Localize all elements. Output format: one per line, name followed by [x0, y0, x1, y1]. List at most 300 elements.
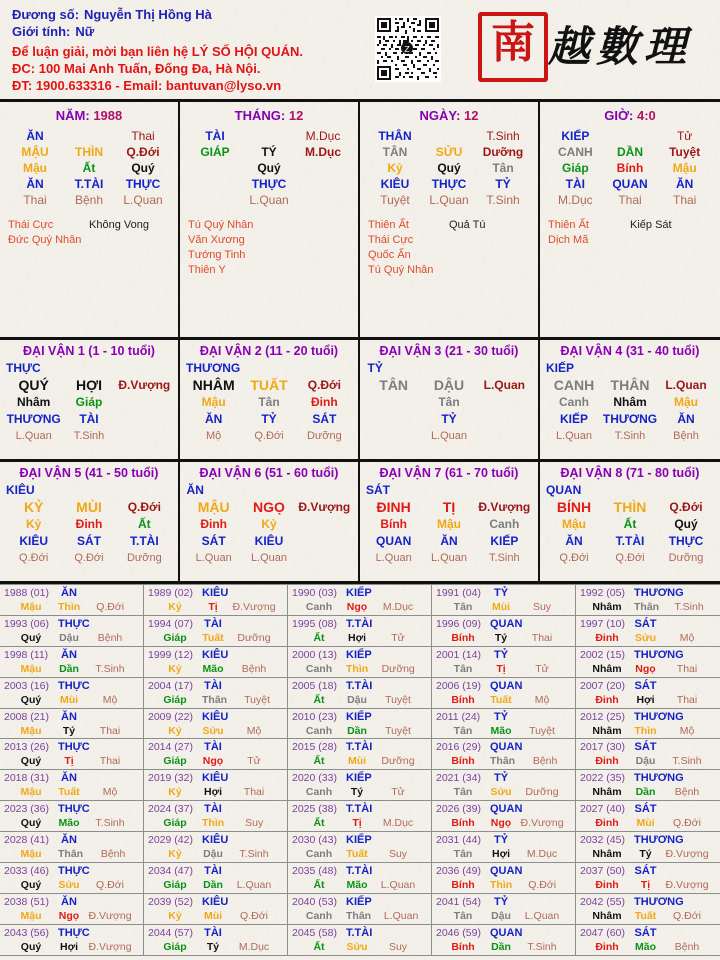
year-branch: Tuất: [202, 631, 224, 644]
dai-van-main-row: [546, 377, 714, 394]
gender-label: Giới tính:: [12, 24, 71, 39]
dai-van-top-god: KIÊU: [6, 483, 35, 497]
year-state: Thai: [676, 693, 698, 706]
year-branch: Thìn: [58, 601, 81, 613]
year-state: T.Sinh: [239, 848, 269, 861]
year-branch: Tị: [352, 817, 362, 830]
year-line-top: [148, 833, 284, 847]
year-cell[interactable]: [576, 801, 720, 832]
year-state: Mộ: [102, 786, 118, 799]
year-cell[interactable]: [432, 678, 576, 709]
hidden-stem: Bính: [380, 517, 407, 531]
year-stem: Bính: [451, 755, 475, 768]
year-state: L.Quan: [383, 909, 419, 922]
subject-name-value: Nguyễn Thị Hồng Hà: [84, 7, 212, 22]
star-item: Dịch Mã: [548, 234, 589, 246]
year-cell[interactable]: [432, 894, 576, 925]
year-cell[interactable]: [144, 709, 288, 740]
pillar-stem: GIÁP: [200, 145, 230, 159]
year-cell[interactable]: [432, 925, 576, 956]
year-cell[interactable]: [576, 863, 720, 894]
year-line-bottom: [4, 940, 140, 954]
year-state: Tử: [391, 631, 405, 644]
year-cell[interactable]: [576, 832, 720, 863]
year-branch: Thìn: [202, 817, 225, 830]
dai-van-hidden-stems: [366, 516, 532, 533]
hidden-stem: Giáp: [561, 161, 589, 175]
year-branch: Tuất: [58, 786, 80, 799]
pillar-stars: [548, 218, 712, 248]
year-stem: Ất: [313, 631, 325, 644]
year-cell[interactable]: [576, 770, 720, 801]
year-god: KIẾP: [346, 834, 372, 847]
year-line-bottom: [580, 909, 717, 923]
year-stem: Đinh: [595, 817, 619, 830]
year-label: 2044 (57): [148, 926, 193, 939]
year-label: 1999 (12): [148, 648, 193, 661]
year-cell[interactable]: [288, 832, 432, 863]
dai-van-hidden-states: [186, 550, 352, 567]
year-stem: Bính: [451, 940, 475, 953]
hidden-state: Dưỡng: [306, 430, 342, 442]
year-label: 2029 (42): [148, 834, 193, 847]
star-item: Thái Cực: [368, 234, 414, 246]
dai-van-main-row: [546, 499, 714, 516]
dai-van-6: [180, 462, 360, 581]
year-stem: Mậu: [20, 662, 42, 675]
year-line-top: [580, 771, 717, 785]
year-state: Mộ: [679, 631, 695, 644]
year-god: QUAN: [490, 741, 523, 754]
year-line-top: [148, 679, 284, 693]
year-god: THƯƠNG: [634, 587, 684, 599]
hidden-state: Thai: [23, 193, 47, 207]
dai-van-stem: TÂN: [379, 377, 409, 393]
star-item: Quả Tú: [449, 219, 486, 231]
dai-van-state: L.Quan: [483, 378, 525, 392]
year-cell[interactable]: [432, 739, 576, 770]
year-stem: Quý: [20, 940, 42, 953]
year-line-top: [148, 617, 284, 631]
year-line-bottom: [580, 940, 717, 954]
year-line-top: [436, 771, 572, 785]
year-line-bottom: [4, 754, 140, 768]
year-cell[interactable]: [576, 616, 720, 647]
hidden-state: T.Sinh: [486, 193, 520, 207]
year-god: KIẾP: [346, 710, 372, 723]
year-line-bottom: [292, 847, 428, 861]
year-state: Tử: [391, 786, 405, 799]
year-stem: Ất: [313, 940, 325, 953]
year-cell[interactable]: [288, 678, 432, 709]
brand-seal-icon: 南: [478, 12, 548, 82]
year-cell[interactable]: [288, 894, 432, 925]
year-label: 2010 (23): [292, 710, 337, 723]
year-cell[interactable]: [144, 925, 288, 956]
hidden-god: SÁT: [201, 534, 226, 548]
hidden-god: T.TÀI: [129, 534, 159, 548]
year-god: TÀI: [204, 865, 222, 878]
pillar-stars: [368, 218, 530, 278]
dai-van-top-god: THỰC: [6, 361, 41, 375]
hidden-god: ĂN: [677, 412, 695, 426]
year-label: 2014 (27): [148, 741, 193, 754]
year-cell[interactable]: [432, 863, 576, 894]
year-state: Mộ: [534, 693, 550, 706]
year-state: L.Quan: [236, 879, 272, 892]
year-label: 2037 (50): [580, 865, 625, 878]
year-label: 2000 (13): [292, 648, 337, 661]
year-line-top: [4, 710, 140, 724]
year-cell[interactable]: [288, 616, 432, 647]
year-cell[interactable]: [432, 770, 576, 801]
year-cell[interactable]: [576, 894, 720, 925]
hidden-state: Thai: [672, 193, 697, 207]
year-branch: Sửu: [202, 724, 224, 737]
dai-van-main-row: [6, 377, 172, 394]
year-stem: Kỷ: [168, 724, 182, 737]
year-stem: Giáp: [163, 693, 187, 706]
year-state: Bệnh: [97, 631, 123, 644]
hidden-state: L.Quan: [249, 193, 289, 207]
year-state: T.Sinh: [674, 601, 704, 613]
year-cell[interactable]: [288, 925, 432, 956]
dai-van-2: [180, 340, 360, 459]
year-god: KIẾP: [346, 772, 372, 785]
year-line-bottom: [580, 847, 717, 861]
year-label: 2039 (52): [148, 895, 193, 908]
year-label: 1990 (03): [292, 587, 337, 599]
year-cell[interactable]: [576, 925, 720, 956]
year-cell[interactable]: [288, 801, 432, 832]
year-line-bottom: [580, 600, 717, 614]
hidden-state: Q.Đới: [615, 552, 645, 564]
year-label: 1989 (02): [148, 587, 193, 599]
contact-line-3: ĐT: 1900.633316 - Email: bantuvan@lyso.vn: [12, 78, 282, 93]
pillar-stem: CANH: [557, 145, 593, 159]
year-branch: Ngọ: [58, 909, 80, 922]
contact-line-2: ĐC: 100 Mai Anh Tuấn, Đống Đa, Hà Nội.: [12, 61, 261, 76]
year-stem: Tân: [453, 786, 473, 799]
year-line-bottom: [4, 600, 140, 614]
dai-van-main-row: [186, 377, 352, 394]
dai-van-state: Đ.Vượng: [118, 378, 171, 392]
year-cell[interactable]: [144, 616, 288, 647]
year-line-bottom: [580, 785, 717, 799]
year-branch: Tuất: [490, 693, 512, 706]
year-line-top: [292, 617, 428, 631]
pillar-3: [360, 102, 540, 337]
year-line-bottom: [148, 724, 284, 738]
year-label: 2017 (30): [580, 741, 625, 754]
hidden-state: Q.Đới: [559, 552, 589, 564]
four-pillars-section: [0, 102, 720, 340]
year-state: Thai: [99, 755, 121, 768]
year-cell[interactable]: [432, 616, 576, 647]
year-cell[interactable]: [0, 770, 144, 801]
hidden-stem: [477, 394, 532, 411]
year-cell[interactable]: [144, 894, 288, 925]
year-branch: Hợi: [348, 631, 366, 644]
year-cell[interactable]: [288, 739, 432, 770]
hidden-stem: Kỷ: [261, 517, 277, 531]
pillar-title: GIỜ: 4:0: [604, 108, 656, 123]
year-state: Tuyệt: [385, 724, 411, 737]
year-god: ĂN: [61, 648, 77, 661]
year-line-bottom: [4, 693, 140, 707]
year-cell[interactable]: [576, 709, 720, 740]
year-line-bottom: [4, 847, 140, 861]
dai-van-hidden-stems: [186, 394, 352, 411]
hidden-stem: Tân: [258, 395, 280, 409]
dai-van-stem: CANH: [553, 377, 595, 393]
hidden-stem: Đinh: [75, 517, 103, 531]
year-branch: Thân: [346, 909, 372, 922]
year-branch: Thân: [490, 755, 516, 768]
year-line-bottom: [4, 878, 140, 892]
dai-van-title: ĐẠI VẬN 7 (61 - 70 tuổi): [379, 466, 519, 480]
dai-van-title: ĐẠI VẬN 5 (41 - 50 tuổi): [19, 466, 159, 480]
year-line-top: [292, 679, 428, 693]
dai-van-hidden-stems: [546, 394, 714, 411]
year-cell[interactable]: [0, 863, 144, 894]
year-god: TỶ: [493, 895, 509, 908]
year-line-top: [148, 740, 284, 754]
hidden-stem: Quý: [674, 517, 698, 531]
year-line-top: [436, 586, 572, 600]
year-line-top: [148, 586, 284, 600]
year-branch: Ngọ: [346, 601, 368, 613]
year-label: 2015 (28): [292, 741, 337, 754]
year-branch: Mùi: [636, 817, 655, 830]
year-cell[interactable]: [0, 894, 144, 925]
year-line-bottom: [580, 754, 717, 768]
year-line-top: [4, 802, 140, 816]
year-cell[interactable]: [0, 832, 144, 863]
year-god: T.TÀI: [346, 803, 373, 816]
hidden-god: KIẾP: [490, 534, 519, 548]
year-branch: Dậu: [59, 631, 79, 644]
year-cell[interactable]: [0, 585, 144, 616]
year-god: KIẾP: [346, 895, 372, 908]
year-stem: Tân: [453, 662, 473, 675]
year-god: SÁT: [634, 679, 657, 692]
year-cell[interactable]: [0, 925, 144, 956]
year-cell[interactable]: [432, 832, 576, 863]
year-state: Đ.Vượng: [520, 817, 564, 830]
pillar-main-row: [548, 144, 712, 160]
year-state: Đ.Vượng: [665, 848, 709, 861]
hidden-god: [296, 176, 350, 192]
year-stem: Kỷ: [168, 848, 182, 861]
year-stem: Quý: [20, 879, 42, 892]
year-branch: Mùi: [203, 909, 223, 922]
year-stem: Kỷ: [168, 786, 182, 799]
hidden-god: ĂN: [204, 412, 223, 426]
year-state: Thai: [531, 631, 553, 644]
pillar-state: Dưỡng: [482, 145, 524, 159]
year-god: T.TÀI: [346, 617, 373, 630]
dai-van-state: Q.Đới: [127, 500, 161, 514]
pillar-title: NGÀY: 12: [419, 108, 479, 123]
year-branch: Dậu: [203, 848, 223, 861]
star-item: Tú Quý Nhân: [188, 219, 254, 231]
hidden-stem: Bính: [616, 161, 644, 175]
year-cell[interactable]: [288, 863, 432, 894]
top-state: T.Sinh: [486, 129, 520, 143]
year-label: 2031 (44): [436, 834, 481, 847]
year-branch: Tị: [640, 879, 651, 892]
hidden-state: Bệnh: [673, 430, 699, 442]
year-line-top: [580, 617, 717, 631]
year-label: 2012 (25): [580, 710, 625, 723]
year-stem: Mậu: [20, 601, 42, 613]
year-stem: Bính: [451, 879, 475, 892]
year-cell[interactable]: [144, 585, 288, 616]
hidden-stem: Kỷ: [25, 517, 42, 531]
year-cell[interactable]: [432, 585, 576, 616]
dai-van-top-god: ĂN: [186, 483, 204, 497]
year-cell[interactable]: [144, 770, 288, 801]
year-line-top: [580, 648, 717, 662]
year-god: THƯƠNG: [634, 648, 684, 661]
dai-van-title: ĐẠI VẬN 2 (11 - 20 tuổi): [199, 344, 339, 358]
hidden-stem: Đinh: [310, 395, 338, 409]
year-label: 2026 (39): [436, 803, 481, 816]
pillar-hidden-states: [188, 192, 350, 208]
dai-van-stem: NHÂM: [192, 377, 235, 393]
year-state: Tuyệt: [529, 724, 555, 737]
year-label: 2002 (15): [580, 648, 625, 661]
year-cell[interactable]: [576, 739, 720, 770]
year-stem: Ất: [313, 693, 325, 706]
year-cell[interactable]: [288, 585, 432, 616]
year-stem: Quý: [20, 631, 42, 644]
gender-value: Nữ: [75, 24, 95, 39]
star-item: Kiếp Sát: [630, 219, 672, 231]
dai-van-hidden-stems: [6, 516, 172, 533]
pillar-state: M.Dục: [305, 145, 341, 159]
year-branch: Tị: [64, 755, 74, 768]
year-stem: Canh: [305, 848, 333, 861]
hidden-state: Tuyệt: [380, 193, 410, 207]
year-cell[interactable]: [0, 739, 144, 770]
year-line-bottom: [292, 940, 428, 954]
hidden-state: L.Quan: [555, 430, 593, 442]
year-cell[interactable]: [144, 832, 288, 863]
year-line-bottom: [148, 693, 284, 707]
year-cell[interactable]: [288, 709, 432, 740]
pillar-1: [0, 102, 180, 337]
year-state: M.Dục: [238, 940, 270, 953]
year-line-top: [580, 833, 717, 847]
hidden-state: [366, 428, 421, 445]
year-cell[interactable]: [144, 863, 288, 894]
dai-van-stem: ĐINH: [376, 499, 411, 515]
dai-van-title: ĐẠI VẬN 4 (31 - 40 tuổi): [560, 344, 700, 358]
year-line-top: [148, 926, 284, 940]
year-line-top: [436, 710, 572, 724]
year-state: Suy: [245, 817, 264, 830]
star-item: Thái Cực: [8, 219, 54, 231]
year-cell[interactable]: [288, 647, 432, 678]
year-line-top: [292, 864, 428, 878]
pillar-title: NĂM: 1988: [55, 108, 123, 123]
year-god: ĂN: [61, 710, 77, 723]
year-line-bottom: [292, 909, 428, 923]
year-label: 2035 (48): [292, 865, 337, 878]
year-cell[interactable]: [144, 801, 288, 832]
year-cell[interactable]: [432, 801, 576, 832]
year-stem: Ất: [313, 755, 325, 768]
year-line-top: [580, 895, 717, 909]
star-item: Văn Xương: [188, 234, 245, 246]
year-cell[interactable]: [432, 709, 576, 740]
year-stem: Mậu: [20, 724, 42, 737]
dai-van-row-1: [0, 340, 720, 462]
year-branch: Dần: [203, 879, 223, 892]
year-cell[interactable]: [144, 647, 288, 678]
year-state: T.Sinh: [95, 817, 125, 830]
star-item: Thiên Ất: [548, 219, 589, 231]
year-god: KIÊU: [202, 895, 229, 908]
year-branch: Tý: [639, 848, 652, 861]
qr-code-icon[interactable]: [375, 16, 441, 82]
year-cell[interactable]: [0, 647, 144, 678]
year-cell[interactable]: [576, 585, 720, 616]
year-line-top: [148, 771, 284, 785]
year-god: THỰC: [58, 741, 90, 754]
dai-van-hidden-gods: [186, 533, 352, 550]
year-cell[interactable]: [0, 801, 144, 832]
year-cell[interactable]: [576, 647, 720, 678]
pillar-hidden-stems: [188, 160, 350, 176]
year-branch: Dậu: [347, 693, 367, 706]
year-cell[interactable]: [144, 678, 288, 709]
dai-van-3: [360, 340, 540, 459]
year-line-top: [4, 864, 140, 878]
hidden-state: Q.Đới: [19, 552, 49, 564]
year-line-bottom: [292, 878, 428, 892]
year-state: M.Dục: [526, 848, 558, 861]
year-cell[interactable]: [0, 678, 144, 709]
year-god: TÀI: [204, 741, 222, 754]
top-god: ĂN: [26, 129, 44, 143]
year-state: Q.Đới: [96, 879, 124, 892]
hidden-state: L.Quan: [429, 193, 469, 207]
pillar-hidden-gods: [548, 176, 712, 192]
pillar-branch: DẦN: [616, 145, 643, 159]
year-cell[interactable]: [0, 616, 144, 647]
year-state: Đ.Vượng: [88, 940, 132, 953]
hidden-state: T.Sinh: [73, 430, 105, 442]
year-line-bottom: [436, 909, 572, 923]
year-god: QUAN: [490, 865, 523, 878]
year-cell[interactable]: [432, 647, 576, 678]
year-label: 1995 (08): [292, 617, 337, 630]
year-cell[interactable]: [0, 709, 144, 740]
year-line-top: [436, 740, 572, 754]
year-label: 1991 (04): [436, 587, 481, 599]
year-cell[interactable]: [144, 739, 288, 770]
year-stem: Giáp: [163, 817, 187, 830]
pillar-state: Q.Đới: [126, 145, 160, 159]
hidden-state: T.Sinh: [614, 430, 646, 442]
year-cell[interactable]: [576, 678, 720, 709]
year-cell[interactable]: [288, 770, 432, 801]
year-line-top: [292, 710, 428, 724]
year-branch: Mão: [490, 724, 512, 737]
